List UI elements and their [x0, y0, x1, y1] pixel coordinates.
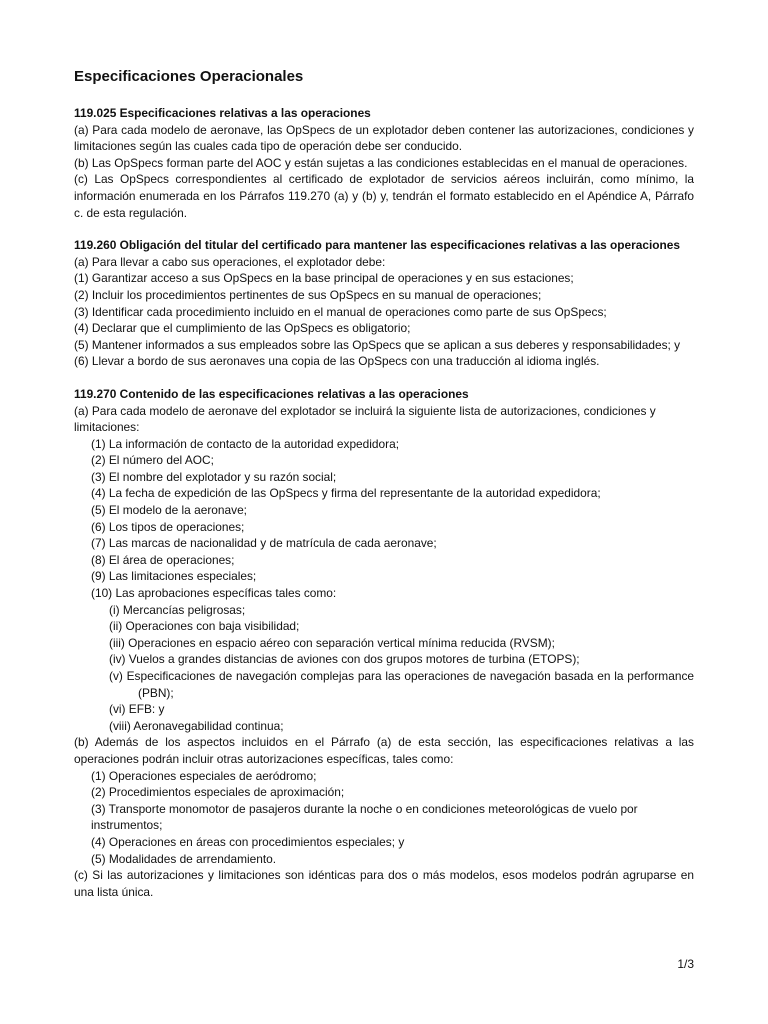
list-item: (3) El nombre del explotador y su razón social;: [91, 469, 337, 484]
list-item: (1) Garantizar acceso a sus OpSpecs en la base principal de operaciones y en sus estaciones;: [74, 271, 574, 286]
list-item: (6) Llevar a bordo de sus aeronaves una copia de las OpSpecs con una traducción al idioma inglés.: [74, 354, 600, 369]
list-item: (8) El área de operaciones;: [91, 552, 235, 567]
sub-list-item: (v) Especificaciones de navegación complejas para las operaciones de navegación basada en la performance (PBN);: [109, 669, 694, 700]
sub-list-item: (iii) Operaciones en espacio aéreo con separación vertical mínima reducida (RVSM);: [109, 635, 555, 650]
list-item: (9) Las limitaciones especiales;: [91, 569, 257, 584]
paragraph-b: (b) Las OpSpecs forman parte del AOC y están sujetas a las condiciones establecidas en el manual de operaciones.: [74, 155, 688, 170]
list-item: (6) Los tipos de operaciones;: [91, 519, 245, 534]
paragraph-c: (c) Si las autorizaciones y limitaciones son idénticas para dos o más modelos, esos modelos podrán agruparse en una lista única.: [74, 868, 694, 899]
sub-list-item: (iv) Vuelos a grandes distancias de aviones con dos grupos motores de turbina (ETOPS);: [109, 652, 580, 667]
list-item: (7) Las marcas de nacionalidad y de matrícula de cada aeronave;: [91, 536, 437, 551]
list-item: (2) Procedimientos especiales de aproximación;: [91, 785, 345, 800]
list-item: (4) Operaciones en áreas con procedimientos especiales; y: [91, 834, 405, 849]
list-item: (4) Declarar que el cumplimiento de las OpSpecs es obligatorio;: [74, 321, 411, 336]
list-item: (2) Incluir los procedimientos pertinentes de sus OpSpecs en su manual de operaciones;: [74, 287, 542, 302]
document-page: [74, 66, 694, 916]
paragraph-b: (b) Además de los aspectos incluidos en el Párrafo (a) de esta sección, las especificaciones relativas a las operaciones podrán incluir otras autorizaciones específicas, tales como:: [74, 735, 694, 766]
sub-list-item: (viii) Aeronavegabilidad continua;: [109, 718, 284, 733]
page-number: 1/3: [677, 957, 694, 971]
list-item: (3) Identificar cada procedimiento incluido en el manual de operaciones como parte de sus OpSpecs;: [74, 304, 607, 319]
section-119-025: [74, 105, 694, 221]
list-item: (1) La información de contacto de la autoridad expedidora;: [91, 436, 400, 451]
section-119-260: [74, 237, 694, 370]
sub-list-item: (vi) EFB: y: [109, 702, 165, 717]
list-item: (3) Transporte monomotor de pasajeros durante la noche o en condiciones meteorológicas de vuelo por instrumentos;: [91, 801, 638, 833]
document-title: Especificaciones Operacionales: [74, 68, 304, 85]
list-item: (2) El número del AOC;: [91, 453, 214, 468]
section-heading: 119.270 Contenido de las especificaciones relativas a las operaciones: [74, 386, 469, 401]
list-item: (4) La fecha de expedición de las OpSpecs y firma del representante de la autoridad expedidora;: [91, 486, 601, 501]
section-119-270: [74, 386, 694, 900]
paragraph-a: (a) Para cada modelo de aeronave, las OpSpecs de un explotador deben contener las autorizaciones, condiciones y limitaciones según las cuales cada tipo de operación debe ser conducido.: [74, 122, 694, 154]
paragraph-c: (c) Las OpSpecs correspondientes al certificado de explotador de servicios aéreos incluirán, como mínimo, la información enumerada en los Párrafos 119.270 (a) y (b) y, tendrán el formato establecido en el Apéndice A, Párrafo c. de esta regulación.: [74, 172, 694, 220]
list-item: (5) Modalidades de arrendamiento.: [91, 851, 277, 866]
paragraph-a: (a) Para llevar a cabo sus operaciones, el explotador debe:: [74, 254, 386, 269]
section-heading: 119.260 Obligación del titular del certificado para mantener las especificaciones relativas a las operaciones: [74, 238, 681, 253]
section-heading: 119.025 Especificaciones relativas a las operaciones: [74, 106, 371, 120]
sub-list-item: (i) Mercancías peligrosas;: [109, 602, 246, 617]
list-item: (1) Operaciones especiales de aeródromo;: [91, 768, 317, 783]
list-item: (10) Las aprobaciones específicas tales como:: [91, 586, 337, 601]
paragraph-a: (a) Para cada modelo de aeronave del explotador se incluirá la siguiente lista de autorizaciones, condiciones y limitaciones:: [74, 403, 656, 435]
list-item: (5) Mantener informados a sus empleados sobre las OpSpecs que se aplican a sus deberes y responsabilidades; y: [74, 337, 681, 352]
sub-list-item: (ii) Operaciones con baja visibilidad;: [109, 619, 300, 634]
list-item: (5) El modelo de la aeronave;: [91, 503, 247, 518]
